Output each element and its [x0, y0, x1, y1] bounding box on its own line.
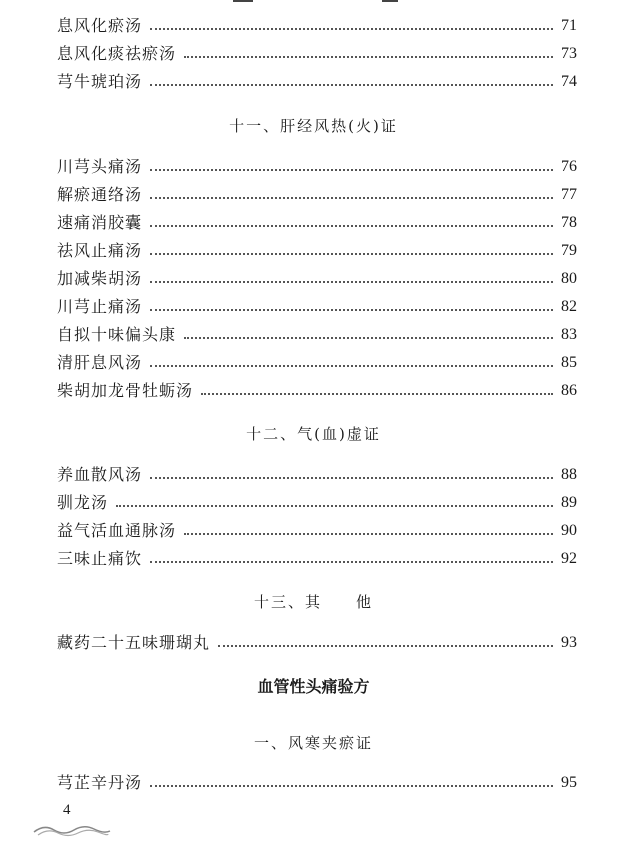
toc-entry-title: 解瘀通络汤: [57, 185, 143, 204]
toc-entry-title: 柴胡加龙骨牡蛎汤: [57, 381, 194, 400]
toc-entry-page: 73: [561, 45, 577, 62]
section-heading: 一、风寒夹瘀证: [253, 734, 373, 752]
toc-entry[interactable]: [57, 42, 577, 66]
toc-entry-page: 92: [561, 550, 577, 567]
toc-entry-title: 川芎止痛汤: [57, 297, 143, 316]
toc-entry-page: 86: [561, 382, 577, 399]
top-rule-left: [233, 0, 253, 2]
toc-entry[interactable]: [57, 323, 577, 347]
toc-entry[interactable]: [57, 491, 577, 515]
toc-entry[interactable]: [57, 14, 577, 38]
toc-entry-title: 川芎头痛汤: [57, 157, 143, 176]
toc-entry-title: 息风化瘀汤: [57, 16, 143, 35]
toc-entry-page: 90: [561, 522, 577, 539]
section-heading: 十三、其 他: [253, 593, 373, 611]
top-rule-right: [382, 0, 398, 2]
toc-entry-page: 74: [561, 73, 577, 90]
toc-leader-dots: [150, 309, 553, 311]
toc-entry-title: 养血散风汤: [57, 465, 143, 484]
toc-entry-page: 85: [561, 354, 577, 371]
toc-leader-dots: [150, 281, 553, 283]
toc-entry-page: 93: [561, 634, 577, 651]
toc-entry[interactable]: [57, 295, 577, 319]
toc-entry-title: 息风化痰祛瘀汤: [57, 44, 177, 63]
toc-entry-title: 三味止痛饮: [57, 549, 143, 568]
toc-entry-title: 藏药二十五味珊瑚丸: [57, 633, 211, 652]
toc-leader-dots: [150, 84, 553, 86]
toc-entry-title: 速痛消胶囊: [57, 213, 143, 232]
toc-entry-page: 76: [561, 158, 577, 175]
toc-entry[interactable]: [57, 155, 577, 179]
toc-leader-dots: [150, 169, 553, 171]
toc-entry-title: 清肝息风汤: [57, 353, 143, 372]
toc-leader-dots: [150, 253, 553, 255]
toc-entry[interactable]: [57, 183, 577, 207]
toc-entry-title: 驯龙汤: [57, 493, 109, 512]
toc-entry-title: 益气活血通脉汤: [57, 521, 177, 540]
page-number: 4: [63, 802, 71, 818]
toc-leader-dots: [201, 393, 553, 395]
section-heading: 十二、气(血)虚证: [246, 425, 381, 443]
toc-entry[interactable]: [57, 519, 577, 543]
section-heading: 十一、肝经风热(火)证: [229, 117, 398, 135]
toc-leader-dots: [150, 28, 553, 30]
toc-entry-page: 80: [561, 270, 577, 287]
toc-leader-dots: [150, 785, 553, 787]
toc-entry-page: 95: [561, 774, 577, 791]
chapter-heading: 血管性头痛验方: [257, 677, 370, 696]
toc-entry-page: 78: [561, 214, 577, 231]
toc-entry[interactable]: [57, 463, 577, 487]
toc-entry-title: 加减柴胡汤: [57, 269, 143, 288]
toc-leader-dots: [150, 561, 553, 563]
toc-entry-title: 自拟十味偏头康: [57, 325, 177, 344]
toc-leader-dots: [150, 365, 553, 367]
toc-entry-page: 79: [561, 242, 577, 259]
toc-leader-dots: [116, 505, 553, 507]
toc-entry-title: 祛风止痛汤: [57, 241, 143, 260]
toc-entry-page: 77: [561, 186, 577, 203]
toc-entry[interactable]: [57, 239, 577, 263]
toc-leader-dots: [184, 533, 553, 535]
toc-entry[interactable]: [57, 211, 577, 235]
toc-leader-dots: [218, 645, 553, 647]
toc-entry-title: 芎芷辛丹汤: [57, 773, 143, 792]
toc-entry[interactable]: [57, 379, 577, 403]
toc-leader-dots: [150, 477, 553, 479]
toc-leader-dots: [150, 197, 553, 199]
toc-entry-page: 83: [561, 326, 577, 343]
toc-entry[interactable]: [57, 70, 577, 94]
toc-entry[interactable]: [57, 351, 577, 375]
toc-entry-title: 芎牛琥珀汤: [57, 72, 143, 91]
toc-entry[interactable]: [57, 631, 577, 655]
toc-leader-dots: [184, 56, 553, 58]
wave-ornament-icon: [32, 822, 112, 838]
toc-entry-page: 71: [561, 17, 577, 34]
toc-entry[interactable]: [57, 771, 577, 795]
toc-leader-dots: [150, 225, 553, 227]
toc-entry-page: 88: [561, 466, 577, 483]
toc-entry[interactable]: [57, 547, 577, 571]
toc-entry[interactable]: [57, 267, 577, 291]
toc-leader-dots: [184, 337, 553, 339]
toc-entry-page: 89: [561, 494, 577, 511]
toc-entry-page: 82: [561, 298, 577, 315]
